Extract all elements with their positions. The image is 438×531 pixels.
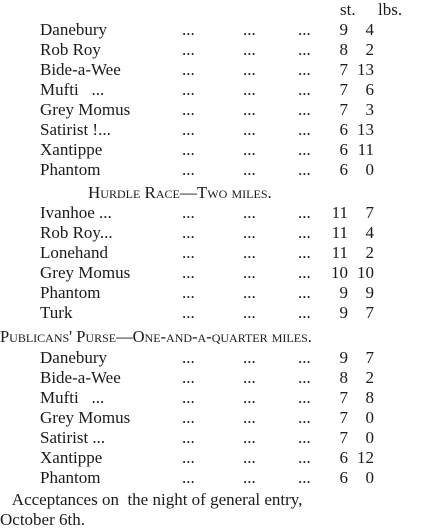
leader-dots: ... xyxy=(298,243,311,262)
weight-stones: 7 xyxy=(339,60,348,79)
horse-name: Danebury xyxy=(40,20,108,39)
entry-row xyxy=(0,283,438,303)
leader-dots: ... xyxy=(243,263,256,282)
horse-name: Ivanhoe ... xyxy=(40,203,112,222)
leader-dots: ... xyxy=(243,80,256,99)
leader-dots: ... xyxy=(182,408,195,427)
entry-row xyxy=(0,408,438,428)
leader-dots: ... xyxy=(182,100,195,119)
weight-pounds: 12 xyxy=(357,448,374,467)
leader-dots: ... xyxy=(243,428,256,447)
weight-stones: 11 xyxy=(331,243,348,262)
horse-name: Turk xyxy=(40,303,73,322)
footnote-line-2: October 6th. xyxy=(0,510,85,529)
horse-name: Bide-a-Wee xyxy=(40,368,121,387)
entry-row xyxy=(0,303,438,323)
weight-stones: 10 xyxy=(331,263,348,282)
leader-dots: ... xyxy=(243,20,256,39)
weight-stones: 11 xyxy=(331,223,348,242)
leader-dots: ... xyxy=(298,468,311,487)
leader-dots: ... xyxy=(298,140,311,159)
leader-dots: ... xyxy=(182,40,195,59)
leader-dots: ... xyxy=(298,448,311,467)
entry-row xyxy=(0,223,438,243)
leader-dots: ... xyxy=(182,428,195,447)
entry-row xyxy=(0,388,438,408)
leader-dots: ... xyxy=(182,120,195,139)
weight-stones: 6 xyxy=(339,120,348,139)
entry-row xyxy=(0,80,438,100)
weight-pounds: 7 xyxy=(365,348,374,367)
entry-row xyxy=(0,40,438,60)
weight-stones: 11 xyxy=(331,203,348,222)
horse-name: Phantom xyxy=(40,160,101,179)
entry-row xyxy=(0,20,438,40)
weight-stones: 7 xyxy=(339,100,348,119)
pounds-unit-label: lbs. xyxy=(378,0,403,19)
leader-dots: ... xyxy=(182,368,195,387)
weight-stones: 7 xyxy=(339,408,348,427)
horse-name: Grey Momus xyxy=(40,263,131,282)
weight-stones: 8 xyxy=(339,368,348,387)
leader-dots: ... xyxy=(298,20,311,39)
weight-pounds: 0 xyxy=(365,468,374,487)
leader-dots: ... xyxy=(298,348,311,367)
weight-stones: 6 xyxy=(339,160,348,179)
leader-dots: ... xyxy=(182,468,195,487)
horse-name: Mufti ... xyxy=(40,80,105,99)
horse-name: Phantom xyxy=(40,468,101,487)
leader-dots: ... xyxy=(298,428,311,447)
weight-stones: 6 xyxy=(339,468,348,487)
leader-dots: ... xyxy=(182,263,195,282)
leader-dots: ... xyxy=(182,223,195,242)
leader-dots: ... xyxy=(298,120,311,139)
leader-dots: ... xyxy=(243,120,256,139)
leader-dots: ... xyxy=(243,100,256,119)
horse-name: Lonehand xyxy=(40,243,108,262)
footnote-line-1: Acceptances on the night of general entry, xyxy=(0,490,303,509)
horse-name: Rob Roy xyxy=(40,40,101,59)
leader-dots: ... xyxy=(298,80,311,99)
leader-dots: ... xyxy=(182,243,195,262)
leader-dots: ... xyxy=(182,160,195,179)
entry-row xyxy=(0,448,438,468)
weight-stones: 7 xyxy=(339,388,348,407)
leader-dots: ... xyxy=(298,223,311,242)
weight-pounds: 3 xyxy=(365,100,374,119)
leader-dots: ... xyxy=(243,223,256,242)
leader-dots: ... xyxy=(243,60,256,79)
leader-dots: ... xyxy=(298,160,311,179)
leader-dots: ... xyxy=(298,40,311,59)
leader-dots: ... xyxy=(243,368,256,387)
race-3-heading: Publicans' Purse—One-and-a-quarter miles. xyxy=(0,327,312,346)
weight-stones: 6 xyxy=(339,140,348,159)
leader-dots: ... xyxy=(298,283,311,302)
horse-name: Rob Roy... xyxy=(40,223,113,242)
leader-dots: ... xyxy=(298,408,311,427)
entry-row xyxy=(0,263,438,283)
weight-stones: 6 xyxy=(339,448,348,467)
horse-name: Phantom xyxy=(40,283,101,302)
weight-stones: 7 xyxy=(339,80,348,99)
horse-name: Grey Momus xyxy=(40,100,131,119)
horse-name: Satirist !... xyxy=(40,120,111,139)
leader-dots: ... xyxy=(182,348,195,367)
weight-pounds: 9 xyxy=(365,283,374,302)
weight-pounds: 7 xyxy=(365,303,374,322)
leader-dots: ... xyxy=(243,303,256,322)
race-2-heading: Hurdle Race—Two miles. xyxy=(88,183,272,202)
weight-pounds: 13 xyxy=(357,120,374,139)
leader-dots: ... xyxy=(243,468,256,487)
leader-dots: ... xyxy=(182,448,195,467)
leader-dots: ... xyxy=(243,203,256,222)
leader-dots: ... xyxy=(182,60,195,79)
leader-dots: ... xyxy=(243,408,256,427)
weight-pounds: 4 xyxy=(365,20,374,39)
leader-dots: ... xyxy=(243,160,256,179)
leader-dots: ... xyxy=(298,60,311,79)
entry-row xyxy=(0,468,438,488)
leader-dots: ... xyxy=(182,80,195,99)
weight-pounds: 11 xyxy=(357,140,374,159)
weight-pounds: 10 xyxy=(357,263,374,282)
weight-stones: 9 xyxy=(339,303,348,322)
entry-row xyxy=(0,348,438,368)
leader-dots: ... xyxy=(298,303,311,322)
entry-row xyxy=(0,368,438,388)
leader-dots: ... xyxy=(243,448,256,467)
entry-row xyxy=(0,60,438,80)
leader-dots: ... xyxy=(243,348,256,367)
weight-stones: 8 xyxy=(339,40,348,59)
weight-pounds: 2 xyxy=(365,243,374,262)
weight-pounds: 0 xyxy=(365,408,374,427)
weight-pounds: 4 xyxy=(365,223,374,242)
leader-dots: ... xyxy=(182,388,195,407)
weight-pounds: 6 xyxy=(365,80,374,99)
leader-dots: ... xyxy=(243,388,256,407)
entry-row xyxy=(0,203,438,223)
weight-stones: 7 xyxy=(339,428,348,447)
weight-pounds: 8 xyxy=(365,388,374,407)
entry-row xyxy=(0,100,438,120)
weight-stones: 9 xyxy=(339,348,348,367)
leader-dots: ... xyxy=(298,263,311,282)
horse-name: Bide-a-Wee xyxy=(40,60,121,79)
horse-name: Satirist ... xyxy=(40,428,106,447)
entry-row xyxy=(0,160,438,180)
race-1-entries xyxy=(0,20,438,180)
weight-pounds: 7 xyxy=(365,203,374,222)
horse-name: Grey Momus xyxy=(40,408,131,427)
entry-row xyxy=(0,243,438,263)
race-3-entries xyxy=(0,348,438,488)
weight-pounds: 13 xyxy=(357,60,374,79)
weight-stones: 9 xyxy=(339,20,348,39)
entry-row xyxy=(0,428,438,448)
weight-pounds: 2 xyxy=(365,40,374,59)
horse-name: Xantippe xyxy=(40,140,103,159)
leader-dots: ... xyxy=(182,203,195,222)
leader-dots: ... xyxy=(243,243,256,262)
leader-dots: ... xyxy=(182,283,195,302)
leader-dots: ... xyxy=(182,20,195,39)
entry-row xyxy=(0,140,438,160)
leader-dots: ... xyxy=(298,388,311,407)
leader-dots: ... xyxy=(243,283,256,302)
leader-dots: ... xyxy=(243,40,256,59)
leader-dots: ... xyxy=(298,368,311,387)
weight-units-header xyxy=(340,0,438,20)
horse-name: Mufti ... xyxy=(40,388,105,407)
horse-name: Xantippe xyxy=(40,448,103,467)
leader-dots: ... xyxy=(182,303,195,322)
leader-dots: ... xyxy=(182,140,195,159)
horse-name: Danebury xyxy=(40,348,108,367)
weight-pounds: 2 xyxy=(365,368,374,387)
weight-pounds: 0 xyxy=(365,160,374,179)
leader-dots: ... xyxy=(298,203,311,222)
leader-dots: ... xyxy=(298,100,311,119)
race-2-entries xyxy=(0,203,438,323)
entry-row xyxy=(0,120,438,140)
leader-dots: ... xyxy=(243,140,256,159)
stones-unit-label: st. xyxy=(340,0,356,19)
weight-pounds: 0 xyxy=(365,428,374,447)
weight-stones: 9 xyxy=(339,283,348,302)
